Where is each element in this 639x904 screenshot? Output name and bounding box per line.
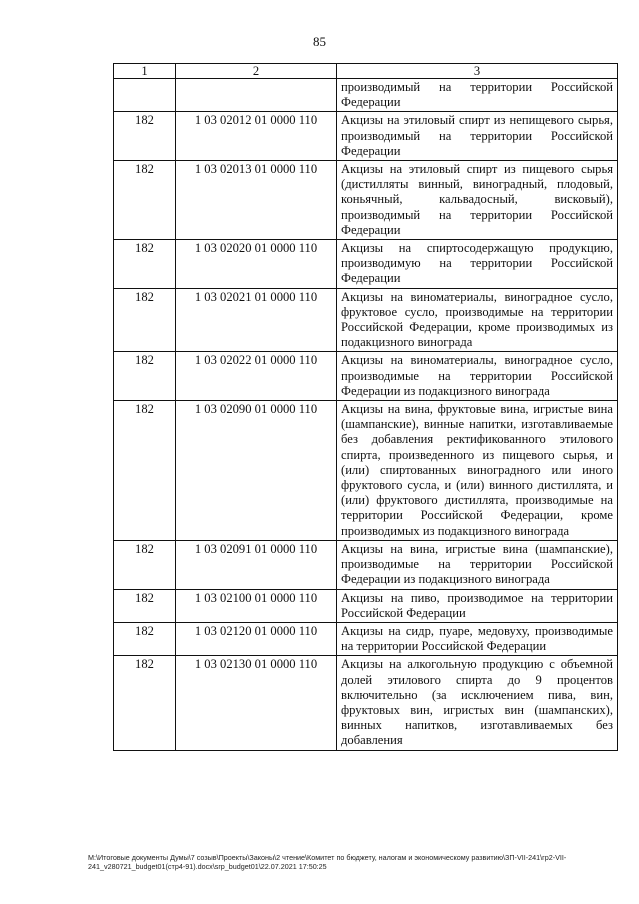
admin-code-cell: 182 [114,288,176,352]
description-cell: Акцизы на сидр, пуаре, медовуху, производимые на территории Российской Федерации [337,622,618,655]
description-cell: Акцизы на алкогольную продукцию с объемной долей этилового спирта до 9 процентов включительно (за исключением пива, вин, фруктовых вин, игристых вин (шампанских), винных напитков, изготавливаемых без добавления [337,656,618,750]
table-row [114,540,618,589]
admin-code-cell: 182 [114,352,176,401]
document-file-path-footer: М:\Итоговые документы Думы\7 созыв\Проекты\Законы\2 чтение\Комитет по бюджету, налогам и экономическому развитию\ЗП-VII-241\гр2-VII-241_v280721_budget01(стр4-91).docx\srp_budget01\22.07.2021 17:50:25 [88,853,567,872]
description-cell: Акцизы на вина, фруктовые вина, игристые вина (шампанские), винные напитки, изготавливаемые без добавления ректификованного этилового спирта, произведенного из пищевого сырья, и (или) спиртованных виноградного или иного фруктового сусла, и (или) винного дистиллята, и (или) фруктового дистиллята, производимые на территории Российской Федерации, кроме производимых из подакцизного винограда [337,401,618,541]
table-row [114,161,618,240]
admin-code-cell [114,79,176,112]
revenue-codes-table [113,63,618,751]
description-cell: Акцизы на виноматериалы, виноградное сусло, фруктовое сусло, производимые на территории Российской Федерации, кроме производимых из подакцизного винограда [337,288,618,352]
kbk-code-cell: 1 03 02091 01 0000 110 [176,540,337,589]
column-header-3: 3 [337,64,618,79]
admin-code-cell: 182 [114,656,176,750]
kbk-code-cell: 1 03 02120 01 0000 110 [176,622,337,655]
table-row [114,622,618,655]
admin-code-cell: 182 [114,161,176,240]
table-row [114,589,618,622]
admin-code-cell: 182 [114,401,176,541]
description-cell: Акцизы на этиловый спирт из пищевого сырья (дистилляты винный, виноградный, плодовый, коньячный, кальвадосный, висковый), производимый на территории Российской Федерации [337,161,618,240]
column-header-2: 2 [176,64,337,79]
admin-code-cell: 182 [114,240,176,289]
table-row [114,352,618,401]
table-row [114,288,618,352]
description-cell: Акцизы на этиловый спирт из непищевого сырья, производимый на территории Российской Федерации [337,112,618,161]
admin-code-cell: 182 [114,540,176,589]
description-cell: производимый на территории Российской Федерации [337,79,618,112]
table-row [114,240,618,289]
page-number: 85 [313,34,326,49]
kbk-code-cell: 1 03 02021 01 0000 110 [176,288,337,352]
description-cell: Акцизы на вина, игристые вина (шампанские), производимые на территории Российской Федерации из подакцизного винограда [337,540,618,589]
kbk-code-cell: 1 03 02013 01 0000 110 [176,161,337,240]
admin-code-cell: 182 [114,112,176,161]
kbk-code-cell: 1 03 02022 01 0000 110 [176,352,337,401]
table-row [114,112,618,161]
table-row [114,79,618,112]
admin-code-cell: 182 [114,622,176,655]
kbk-code-cell [176,79,337,112]
kbk-code-cell: 1 03 02130 01 0000 110 [176,656,337,750]
description-cell: Акцизы на виноматериалы, виноградное сусло, производимые на территории Российской Федерации из подакцизного винограда [337,352,618,401]
kbk-code-cell: 1 03 02100 01 0000 110 [176,589,337,622]
column-header-1: 1 [114,64,176,79]
kbk-code-cell: 1 03 02012 01 0000 110 [176,112,337,161]
description-cell: Акцизы на пиво, производимое на территории Российской Федерации [337,589,618,622]
table-row [114,401,618,541]
kbk-code-cell: 1 03 02020 01 0000 110 [176,240,337,289]
table-row [114,656,618,750]
description-cell: Акцизы на спиртосодержащую продукцию, производимую на территории Российской Федерации [337,240,618,289]
admin-code-cell: 182 [114,589,176,622]
table-header-row [114,64,618,79]
kbk-code-cell: 1 03 02090 01 0000 110 [176,401,337,541]
